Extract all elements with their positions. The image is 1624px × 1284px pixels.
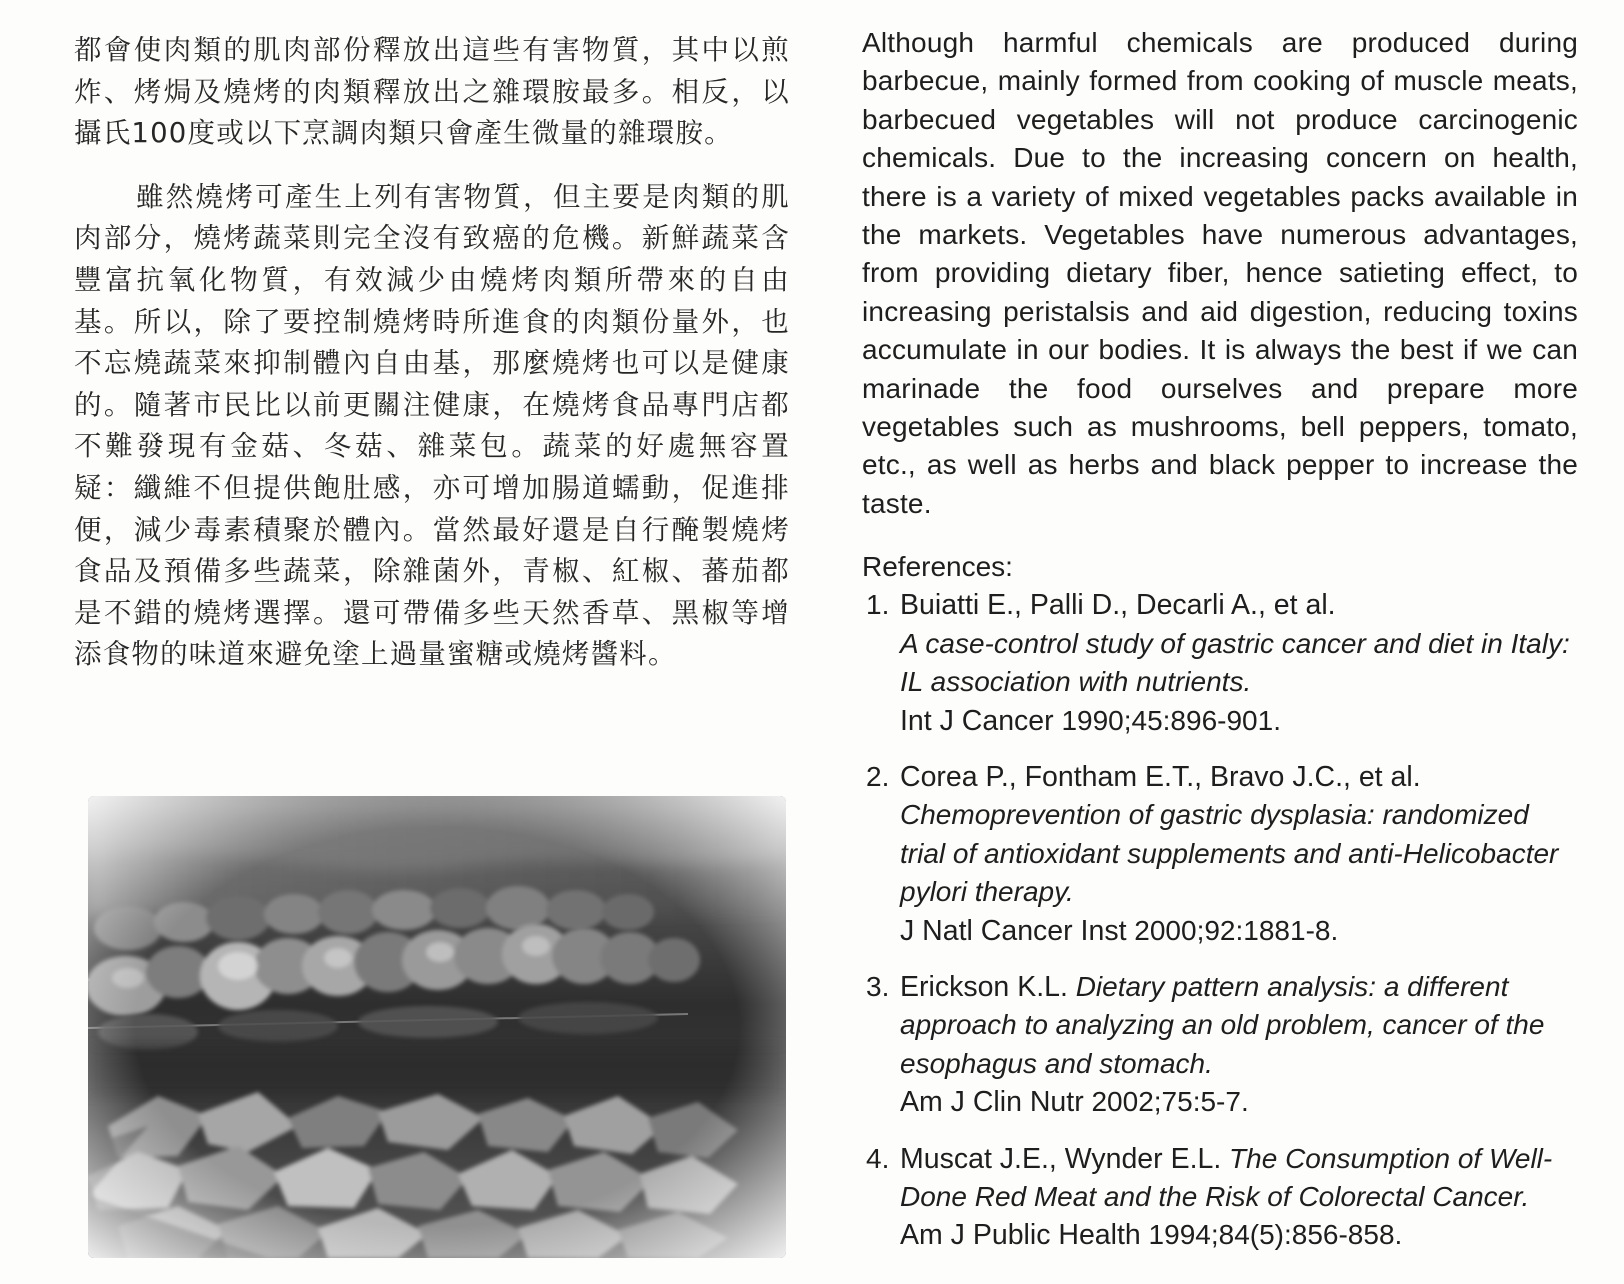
reference-title: The Consumption of Well-Done Red Meat and the Risk of Colorectal Cancer. — [900, 1142, 1553, 1212]
reference-journal: Int J Cancer — [900, 704, 1054, 737]
reference-title: Chemoprevention of gastric dysplasia: randomized trial of antioxidant supplements and anti-Helicobacter pylori therapy. — [900, 799, 1559, 908]
reference-number: 3. — [866, 970, 890, 1002]
reference-authors: Corea P., Fontham E.T., Bravo J.C., et al. — [900, 760, 1421, 793]
reference-authors: Muscat J.E., Wynder E.L. — [900, 1142, 1222, 1175]
reference-item-1 — [862, 586, 1578, 740]
english-paragraph: Although harmful chemicals are produced during barbecue, mainly formed from cooking of muscle meats, barbecued vegetables will not produce carcinogenic chemicals. Due to the increasing concern on health, there is a variety of mixed vegetables packs available in the markets. Vegetables have numerous advantages, from providing dietary fiber, hence satieting effect, to increasing peristalsis and aid digestion, reducing toxins accumulate in our bodies. It is always the best if we can marinade the food ourselves and prepare more vegetables such as mushrooms, bell peppers, tomato, etc., as well as herbs and black pepper to increase the taste. — [862, 27, 1578, 519]
references-list — [862, 586, 1578, 1255]
reference-authors: Buiatti E., Palli D., Decarli A., et al. — [900, 589, 1336, 622]
reference-citation: 1994;84(5):856-858. — [1148, 1219, 1403, 1251]
reference-item-2 — [862, 758, 1578, 950]
reference-citation: 2000;92:1881-8. — [1134, 914, 1339, 946]
reference-title: Dietary pattern analysis: a different approach to analyzing an old problem, cancer of the esophagus and stomach. — [900, 970, 1545, 1079]
reference-title: A case-control study of gastric cancer and diet in Italy: IL association with nutrients. — [900, 627, 1570, 698]
reference-item-3 — [862, 968, 1578, 1122]
chinese-column — [74, 30, 790, 676]
reference-item-4 — [862, 1140, 1578, 1255]
reference-number: 1. — [866, 589, 890, 621]
reference-authors: Erickson K.L. — [900, 970, 1068, 1003]
reference-journal: J Natl Cancer Inst — [900, 914, 1127, 947]
references-heading: References: — [862, 551, 1013, 583]
reference-citation: 2002;75:5-7. — [1091, 1086, 1249, 1118]
english-column — [862, 24, 1578, 1255]
reference-journal: Am J Public Health — [900, 1219, 1141, 1252]
reference-citation: 1990;45:896-901. — [1061, 704, 1281, 736]
reference-number: 2. — [866, 760, 890, 792]
reference-number: 4. — [866, 1142, 890, 1174]
barbecue-photo-image — [88, 796, 786, 1258]
reference-journal: Am J Clin Nutr — [900, 1086, 1084, 1119]
barbecue-photo — [88, 796, 786, 1258]
chinese-paragraph-1: 都會使肉類的肌肉部份釋放出這些有害物質，其中以煎炸、烤焗及燒烤的肉類釋放出之雜環胺最多。相反，以攝氏100度或以下烹調肉類只會產生微量的雜環胺。 — [74, 34, 790, 150]
chinese-paragraph-2: 雖然燒烤可產生上列有害物質，但主要是肉類的肌肉部分，燒烤蔬菜則完全沒有致癌的危機。新鮮蔬菜含豐富抗氧化物質，有效減少由燒烤肉類所帶來的自由基。所以，除了要控制燒烤時所進食的肉類份量外，也不忘燒蔬菜來抑制體內自由基，那麼燒烤也可以是健康的。隨著市民比以前更關注健康，在燒烤食品專門店都不難發現有金菇、冬菇、雜菜包。蔬菜的好處無容置疑：纖維不但提供飽肚感，亦可增加腸道蠕動，促進排便，減少毒素積聚於體內。當然最好還是自行醃製燒烤食品及預備多些蔬菜，除雜菌外，青椒、紅椒、蕃茄都是不錯的燒烤選擇。還可帶備多些天然香草、黑椒等增添食物的味道來避免塗上過量蜜糖或燒烤醬料。 — [74, 180, 790, 671]
